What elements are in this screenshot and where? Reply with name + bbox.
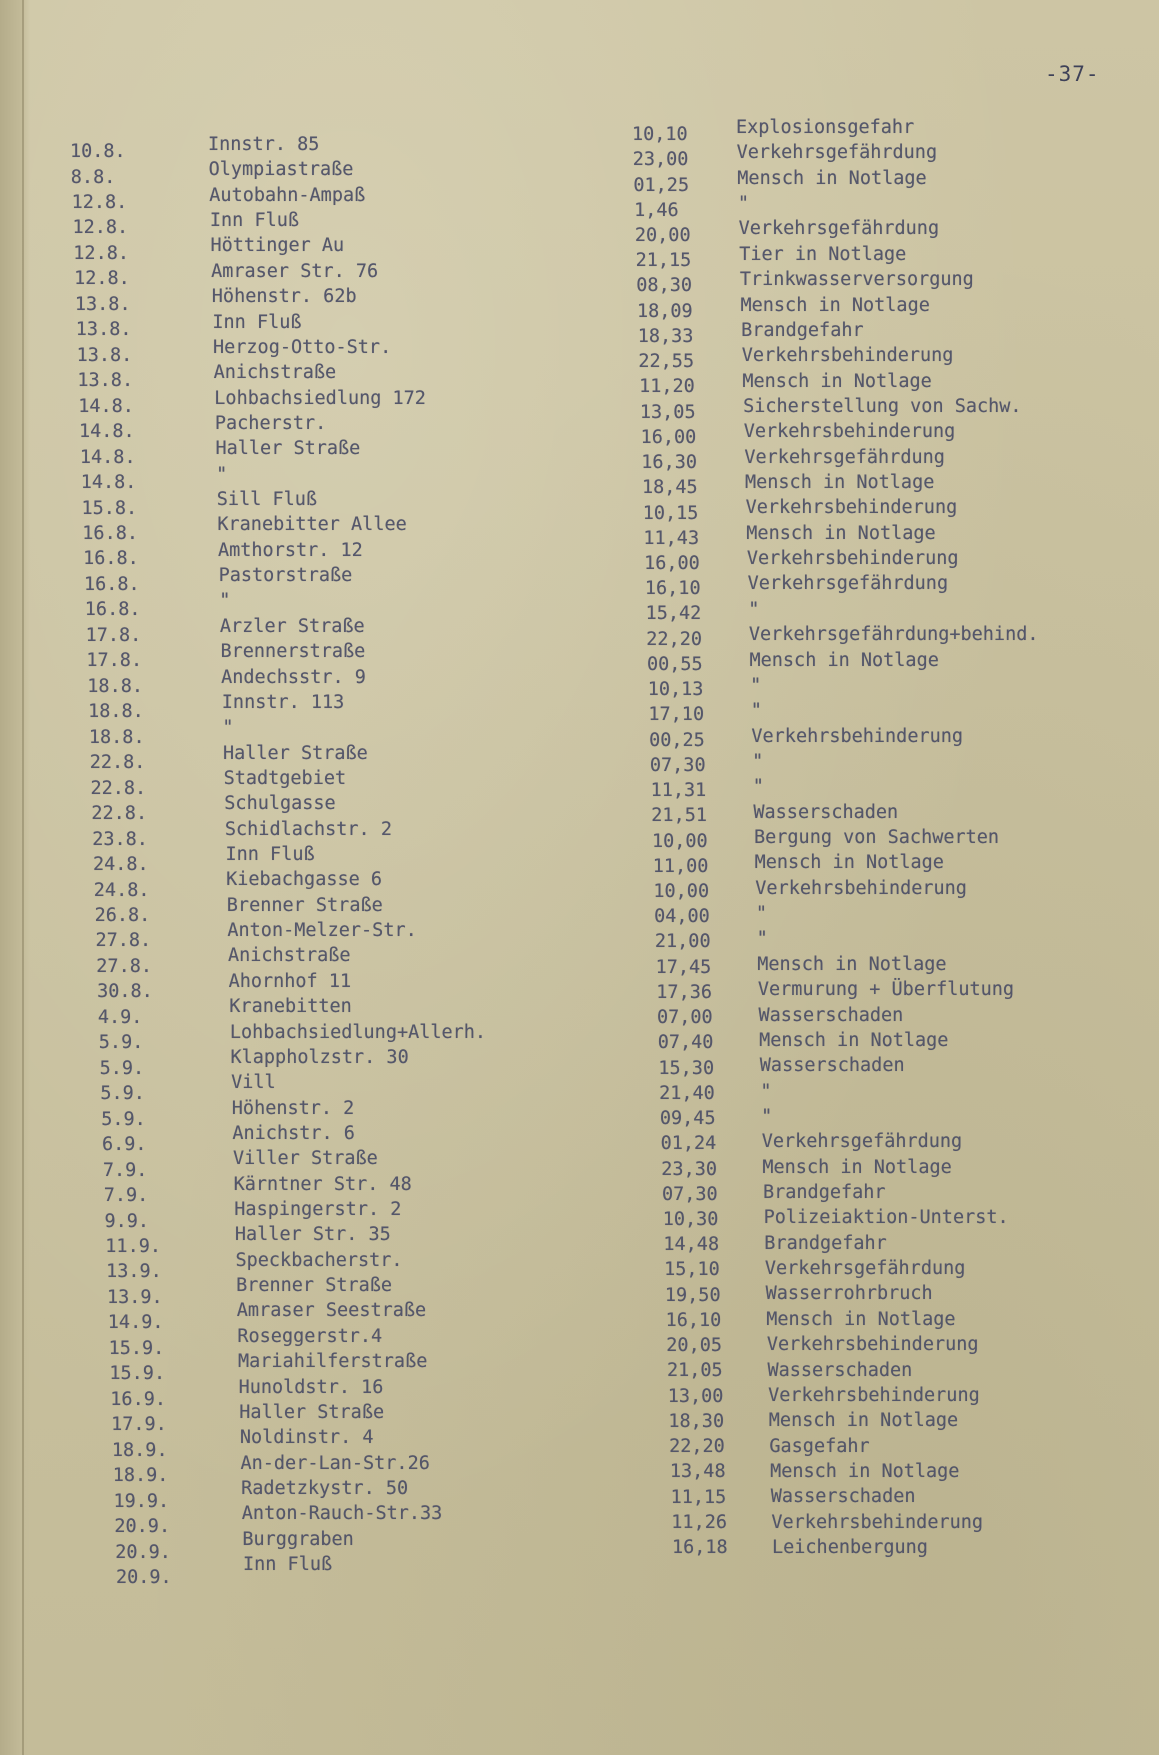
entry-event: ": [750, 674, 762, 696]
entry-place: Brennerstraße: [220, 641, 366, 663]
entry-time: 16,00: [644, 552, 700, 574]
entry-time: 23,00: [632, 149, 689, 171]
entry-date: 5.9.: [98, 1032, 144, 1054]
entry-event: Verkehrsbehinderung: [743, 421, 956, 443]
entry-date: 30.8.: [97, 981, 153, 1003]
entry-time: 11,31: [650, 780, 707, 801]
entry-date: 13.9.: [106, 1261, 162, 1283]
entry-time: 00,25: [649, 729, 705, 751]
entry-place: An-der-Lan-Str.26: [240, 1452, 430, 1474]
entry-place: Anichstr. 6: [232, 1122, 355, 1144]
entry-date: 15.9.: [109, 1363, 166, 1385]
entry-place: Amraser Seestraße: [236, 1300, 427, 1322]
entry-event: Mensch in Notlage: [737, 167, 927, 189]
entry-event: Gasgefahr: [769, 1435, 870, 1457]
entry-place: Vill: [231, 1072, 276, 1094]
entry-date: 22.8.: [90, 777, 147, 799]
entry-event: Mensch in Notlage: [759, 1029, 949, 1051]
entry-event: Wasserschaden: [753, 801, 899, 823]
entry-date: 13.8.: [77, 370, 134, 392]
entry-event: Verkehrsbehinderung: [745, 497, 958, 519]
entry-event: Verkehrsgefährdung: [744, 446, 945, 468]
entry-event: Mensch in Notlage: [762, 1156, 952, 1178]
entry-date: 17.8.: [85, 624, 142, 646]
entry-date: 17.9.: [111, 1414, 167, 1436]
entry-place: Inn Fluß: [243, 1554, 333, 1575]
entry-place: Innstr. 113: [221, 691, 345, 713]
entry-event: Mensch in Notlage: [770, 1460, 960, 1482]
entry-event: Brandgefahr: [763, 1182, 886, 1203]
entry-time: 00,55: [647, 653, 703, 675]
entry-date: 11.9.: [105, 1236, 161, 1257]
entry-place: Haller Straße: [239, 1401, 385, 1423]
entry-time: 10,30: [662, 1209, 719, 1230]
entry-place: Schulgasse: [224, 793, 336, 815]
entry-time: 16,00: [640, 426, 697, 448]
entry-time: 11,43: [643, 527, 700, 549]
entry-time: 21,00: [654, 931, 711, 953]
entry-date: 18.9.: [111, 1439, 168, 1461]
entry-time: 21,40: [659, 1082, 715, 1104]
entry-date: 5.9.: [101, 1108, 146, 1130]
entry-time: 01,24: [660, 1133, 717, 1155]
entry-date: 13.8.: [76, 344, 133, 366]
entry-place: Roseggerstr.4: [237, 1325, 383, 1347]
entry-time: 11,26: [671, 1511, 727, 1533]
entry-place: Inn Fluß: [212, 311, 302, 333]
entry-place: Anichstraße: [213, 362, 337, 384]
entry-time: 16,10: [644, 578, 701, 600]
entry-place: Stadtgebiet: [223, 767, 347, 789]
entry-event: Verkehrsbehinderung: [766, 1334, 979, 1356]
entry-event: Verkehrsgefährdung: [738, 218, 940, 240]
entry-event: Bergung von Sachwerten: [754, 827, 1000, 848]
entry-date: 14.8.: [79, 446, 136, 468]
entry-place: ": [219, 590, 231, 612]
entry-event: Verkehrsbehinderung: [771, 1511, 984, 1533]
entry-time: 17,36: [656, 981, 712, 1003]
entry-event: Trinkwasserversorgung: [739, 269, 974, 291]
entry-place: Speckbacherstr.: [235, 1249, 403, 1271]
entry-event: ": [761, 1105, 773, 1127]
entry-date: 13.8.: [74, 293, 131, 315]
entry-time: 20,05: [666, 1335, 722, 1357]
entry-date: 4.9.: [97, 1006, 143, 1028]
entry-place: Innstr. 85: [208, 134, 320, 155]
entry-date: 17.8.: [86, 650, 143, 672]
entry-event: ": [756, 928, 768, 950]
entry-date: 16.8.: [84, 573, 140, 595]
entry-event: Mensch in Notlage: [749, 649, 939, 671]
entry-date: 7.9.: [103, 1185, 149, 1206]
entry-date: 15.9.: [108, 1337, 165, 1359]
entry-date: 16.9.: [110, 1388, 166, 1410]
entry-place: Sill Fluß: [216, 489, 318, 510]
entry-date: 18.8.: [88, 726, 145, 748]
entry-time: 15,42: [645, 603, 702, 625]
entry-event: ": [760, 1080, 772, 1102]
entry-place: Haller Straße: [215, 438, 361, 460]
entry-time: 07,40: [657, 1032, 714, 1054]
entry-event: Verkehrsgefährdung: [761, 1131, 963, 1153]
entry-date: 19.9.: [113, 1490, 170, 1512]
entry-place: Haller Str. 35: [234, 1224, 391, 1246]
entry-place: Andechsstr. 9: [221, 666, 366, 688]
entry-time: 18,33: [637, 325, 694, 347]
entry-event: Wasserschaden: [770, 1486, 916, 1508]
entry-event: Brandgefahr: [764, 1232, 887, 1254]
entry-date: 14.8.: [80, 472, 137, 493]
entry-time: 18,45: [642, 477, 698, 499]
entry-event: ": [755, 903, 768, 925]
entry-time: 08,30: [636, 275, 692, 297]
entry-date: 12.8.: [71, 191, 128, 213]
entry-place: Hunoldstr. 16: [238, 1376, 384, 1398]
entry-date: 16.8.: [84, 599, 141, 621]
entry-event: Wasserschaden: [767, 1359, 913, 1381]
entry-time: 01,25: [633, 174, 690, 196]
entry-place: Kärntner Str. 48: [233, 1173, 412, 1195]
entry-event: ": [750, 700, 762, 722]
entry-event: Verkehrsbehinderung: [741, 345, 954, 367]
entry-event: Wasserrohrbruch: [765, 1283, 933, 1305]
entry-date: 14.8.: [78, 395, 134, 417]
entry-time: 04,00: [654, 906, 710, 928]
entry-time: 16,30: [641, 452, 697, 473]
entry-time: 15,30: [658, 1057, 715, 1079]
entry-time: 17,45: [655, 956, 712, 978]
entry-place: Kiebachgasse 6: [226, 869, 383, 891]
entry-event: Vermurung + Überflutung: [757, 979, 1015, 1001]
entry-event: Verkehrsbehinderung: [751, 725, 964, 747]
entry-date: 18.8.: [87, 675, 143, 697]
entry-time: 22,20: [669, 1436, 725, 1458]
entry-event: Tier in Notlage: [739, 243, 907, 265]
entry-place: Kranebitter Allee: [217, 514, 407, 536]
entry-event: Mensch in Notlage: [768, 1410, 959, 1432]
entry-event: ": [752, 776, 764, 798]
entry-event: Mensch in Notlage: [757, 953, 947, 975]
entry-event: Verkehrsgefährdung+behind.: [748, 624, 1039, 646]
entry-place: Amthorstr. 12: [218, 539, 363, 561]
entry-date: 27.8.: [96, 955, 152, 977]
entry-place: Anton-Melzer-Str.: [227, 920, 417, 942]
entry-time: 10,10: [632, 124, 688, 145]
entry-time: 07,30: [662, 1183, 718, 1205]
entry-event: Verkehrsgefährdung: [747, 573, 949, 595]
entry-date: 18.9.: [112, 1465, 169, 1487]
entry-time: 16,10: [665, 1309, 722, 1331]
entry-place: Lohbachsiedlung 172: [214, 387, 426, 409]
entry-event: Sicherstellung von Sachw.: [743, 395, 1022, 417]
entry-date: 22.8.: [91, 803, 148, 825]
entry-time: 16,18: [672, 1537, 728, 1558]
entry-event: Mensch in Notlage: [746, 522, 936, 544]
entry-date: 10.8.: [70, 141, 126, 162]
entry-date: 14.8.: [79, 421, 135, 443]
entry-date: 9.9.: [104, 1210, 150, 1232]
entry-place: Anton-Rauch-Str.33: [241, 1503, 443, 1525]
entry-event: Verkehrsbehinderung: [768, 1384, 980, 1406]
entry-date: 5.9.: [99, 1057, 145, 1079]
entry-place: Haller Straße: [223, 742, 368, 764]
entry-event: Wasserschaden: [759, 1055, 905, 1077]
entry-time: 21,05: [667, 1360, 723, 1382]
entry-place: Höttinger Au: [210, 235, 345, 257]
entry-date: 24.8.: [93, 854, 149, 875]
entry-date: 8.8.: [70, 166, 116, 188]
entry-event: ": [737, 193, 750, 215]
entry-place: Kranebitten: [229, 996, 352, 1018]
entry-event: Explosionsgefahr: [736, 117, 915, 138]
entry-time: 13,00: [667, 1385, 724, 1407]
entry-place: ": [216, 463, 228, 485]
entry-time: 13,05: [639, 401, 696, 423]
entry-date: 20.9.: [114, 1516, 171, 1538]
entry-place: Höhenstr. 62b: [211, 286, 357, 308]
entry-place: Amraser Str. 76: [211, 260, 379, 282]
entry-time: 07,00: [657, 1007, 713, 1029]
entry-date: 27.8.: [95, 930, 152, 952]
entry-place: Brenner Straße: [236, 1275, 393, 1297]
entry-time: 11,15: [670, 1486, 727, 1508]
entry-date: 20.9.: [115, 1541, 171, 1563]
entry-place: Mariahilferstraße: [238, 1351, 428, 1373]
entry-place: Klappholzstr. 30: [230, 1046, 409, 1068]
entry-date: 22.8.: [89, 752, 146, 774]
entry-place: Viller Straße: [233, 1148, 378, 1170]
entry-place: Höhenstr. 2: [231, 1097, 355, 1119]
entry-date: 12.8.: [72, 217, 129, 239]
entry-date: 15.8.: [81, 497, 138, 519]
entry-event: Brandgefahr: [741, 319, 864, 341]
entry-time: 10,00: [653, 881, 710, 902]
entry-time: 20,00: [634, 224, 691, 246]
entry-place: Olympiastraße: [208, 159, 354, 181]
entry-date: 12.8.: [73, 242, 129, 264]
entry-place: Inn Fluß: [209, 210, 299, 232]
entry-time: 1,46: [634, 199, 679, 221]
entry-event: Mensch in Notlage: [742, 370, 932, 392]
entry-time: 19,50: [664, 1284, 721, 1306]
entry-event: Leichenbergung: [772, 1537, 928, 1558]
entry-event: Verkehrsgefährdung: [764, 1258, 966, 1280]
entry-date: 18.8.: [88, 701, 144, 723]
entry-place: Arzler Straße: [219, 615, 365, 637]
entry-event: ": [748, 598, 760, 620]
entry-time: 11,20: [639, 376, 695, 398]
entry-date: 16.8.: [83, 548, 139, 570]
entry-date: 5.9.: [100, 1083, 145, 1105]
entry-time: 17,10: [648, 704, 705, 726]
entry-time: 18,30: [668, 1410, 725, 1432]
entry-time: 07,30: [649, 754, 706, 776]
entry-place: Anichstraße: [228, 945, 351, 967]
entry-time: 23,30: [661, 1158, 717, 1180]
entry-place: Pacherstr.: [214, 412, 327, 434]
entry-date: 20.9.: [116, 1567, 172, 1588]
entry-event: Polizeiaktion-Unterst.: [763, 1207, 1009, 1229]
entry-date: 14.9.: [107, 1312, 164, 1334]
entry-place: Ahornhof 11: [228, 970, 352, 992]
entry-time: 10,13: [647, 679, 704, 701]
entry-time: 11,00: [652, 855, 709, 877]
entry-time: 22,55: [638, 351, 695, 373]
entry-date: 6.9.: [102, 1134, 147, 1156]
entry-event: ": [752, 750, 764, 772]
entry-place: Herzog-Otto-Str.: [213, 336, 392, 358]
entry-place: Inn Fluß: [225, 844, 315, 865]
entry-place: Radetzkystr. 50: [241, 1477, 409, 1499]
entry-time: 21,15: [635, 250, 692, 272]
entry-place: Brenner Straße: [226, 894, 383, 916]
entry-place: Pastorstraße: [218, 565, 353, 587]
entry-event: Mensch in Notlage: [754, 852, 944, 874]
entry-time: 15,10: [664, 1259, 720, 1281]
entry-date: 13.8.: [75, 319, 132, 341]
entry-place: Burggraben: [242, 1528, 354, 1550]
entry-place: ": [222, 717, 234, 739]
entry-event: Mensch in Notlage: [766, 1308, 956, 1330]
entry-event: Wasserschaden: [758, 1004, 904, 1026]
entry-time: 10,00: [652, 830, 708, 852]
entry-date: 7.9.: [102, 1159, 148, 1181]
entry-event: Mensch in Notlage: [745, 472, 935, 493]
entry-date: 13.9.: [107, 1286, 163, 1308]
entry-event: Mensch in Notlage: [740, 294, 930, 316]
entry-time: 10,15: [642, 502, 699, 524]
entry-date: 23.8.: [92, 828, 148, 850]
entry-date: 12.8.: [74, 268, 130, 290]
entry-time: 09,45: [659, 1108, 716, 1130]
entry-place: Haspingerstr. 2: [234, 1199, 402, 1220]
entry-date: 16.8.: [82, 523, 138, 544]
entry-event: Verkehrsbehinderung: [746, 548, 959, 570]
entry-time: 13,48: [669, 1461, 726, 1483]
entry-time: 14,48: [663, 1234, 720, 1256]
entry-date: 26.8.: [94, 904, 151, 926]
entry-time: 21,51: [651, 805, 707, 827]
entry-place: Noldinstr. 4: [239, 1427, 374, 1449]
entry-place: Lohbachsiedlung+Allerh.: [229, 1021, 487, 1043]
entry-place: Autobahn-Ampaß: [209, 184, 366, 206]
page-number: -37-: [1045, 62, 1100, 86]
entry-date: 24.8.: [93, 879, 150, 901]
entry-event: Verkehrsbehinderung: [755, 877, 967, 899]
entry-time: 18,09: [637, 300, 693, 322]
entry-place: Schidlachstr. 2: [224, 818, 392, 840]
entry-event: Verkehrsgefährdung: [736, 142, 938, 164]
entry-time: 22,20: [646, 628, 702, 650]
